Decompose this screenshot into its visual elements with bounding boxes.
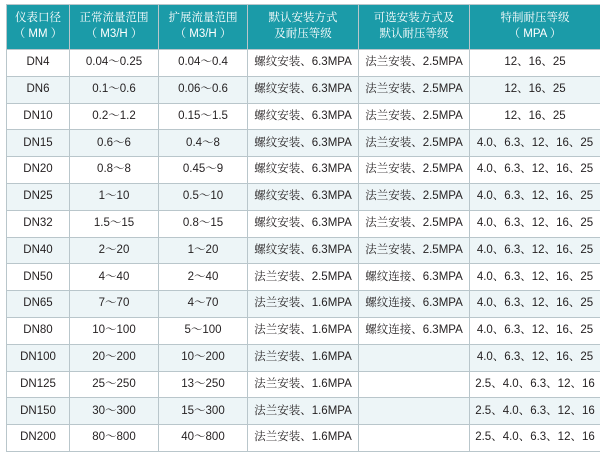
column-header-extended-flow-range — [159, 5, 248, 50]
cell-special-pressure-rating: 12、16、25 — [470, 76, 600, 103]
cell-special-pressure-rating: 2.5、4.0、6.3、12、16 — [470, 425, 600, 452]
cell-default-installation: 法兰安装、2.5MPA — [248, 264, 359, 291]
table-row — [7, 398, 600, 425]
cell-default-installation: 法兰安装、1.6MPA — [248, 425, 359, 452]
cell-optional-installation: 螺纹连接、6.3MPA — [359, 264, 470, 291]
cell-normal-flow-range: 30～300 — [70, 398, 159, 425]
table-row — [7, 76, 600, 103]
table-row — [7, 344, 600, 371]
column-header-optional-installation-line1: 可选安装方式及 — [359, 11, 469, 27]
cell-optional-installation: 法兰安装、2.5MPA — [359, 237, 470, 264]
table-header-row — [7, 5, 600, 50]
cell-normal-flow-range: 0.6～6 — [70, 130, 159, 157]
column-header-normal-flow-range-line1: 正常流量范围 — [70, 11, 158, 27]
cell-diameter: DN65 — [7, 291, 70, 318]
cell-normal-flow-range: 0.1～0.6 — [70, 76, 159, 103]
table-body — [7, 50, 600, 452]
cell-normal-flow-range: 10～100 — [70, 317, 159, 344]
table-row — [7, 264, 600, 291]
table-row — [7, 183, 600, 210]
cell-normal-flow-range: 0.8～8 — [70, 157, 159, 184]
cell-diameter: DN25 — [7, 183, 70, 210]
table-row — [7, 103, 600, 130]
table-row — [7, 130, 600, 157]
table-row — [7, 237, 600, 264]
cell-special-pressure-rating: 4.0、6.3、12、16、25 — [470, 291, 600, 318]
cell-diameter: DN4 — [7, 50, 70, 77]
table-row — [7, 157, 600, 184]
column-header-normal-flow-range-line2: （ M3/H ） — [70, 27, 158, 43]
cell-optional-installation: 法兰安装、2.5MPA — [359, 50, 470, 77]
cell-special-pressure-rating: 4.0、6.3、12、16、25 — [470, 317, 600, 344]
cell-optional-installation: 螺纹连接、6.3MPA — [359, 291, 470, 318]
cell-special-pressure-rating: 4.0、6.3、12、16、25 — [470, 157, 600, 184]
column-header-default-installation-line1: 默认安装方式 — [248, 11, 358, 27]
table-header — [7, 5, 600, 50]
column-header-extended-flow-range-line1: 扩展流量范围 — [159, 11, 247, 27]
cell-extended-flow-range: 0.06～0.6 — [159, 76, 248, 103]
cell-special-pressure-rating: 4.0、6.3、12、16、25 — [470, 237, 600, 264]
cell-default-installation: 法兰安装、1.6MPA — [248, 291, 359, 318]
cell-default-installation: 法兰安装、1.6MPA — [248, 344, 359, 371]
cell-extended-flow-range: 10～200 — [159, 344, 248, 371]
column-header-diameter — [7, 5, 70, 50]
cell-special-pressure-rating: 2.5、4.0、6.3、12、16 — [470, 371, 600, 398]
column-header-default-installation-line2: 及耐压等级 — [248, 27, 358, 43]
cell-extended-flow-range: 1～20 — [159, 237, 248, 264]
cell-extended-flow-range: 0.04～0.4 — [159, 50, 248, 77]
cell-extended-flow-range: 0.4～8 — [159, 130, 248, 157]
cell-normal-flow-range: 0.2～1.2 — [70, 103, 159, 130]
cell-extended-flow-range: 15～300 — [159, 398, 248, 425]
cell-extended-flow-range: 0.45～9 — [159, 157, 248, 184]
table-row — [7, 210, 600, 237]
cell-default-installation: 螺纹安装、6.3MPA — [248, 76, 359, 103]
cell-normal-flow-range: 2～20 — [70, 237, 159, 264]
cell-diameter: DN15 — [7, 130, 70, 157]
cell-special-pressure-rating: 4.0、6.3、12、16、25 — [470, 183, 600, 210]
cell-diameter: DN40 — [7, 237, 70, 264]
cell-default-installation: 法兰安装、1.6MPA — [248, 371, 359, 398]
cell-default-installation: 螺纹安装、6.3MPA — [248, 210, 359, 237]
cell-diameter: DN50 — [7, 264, 70, 291]
cell-normal-flow-range: 1～10 — [70, 183, 159, 210]
cell-optional-installation: 法兰安装、2.5MPA — [359, 103, 470, 130]
cell-special-pressure-rating: 2.5、4.0、6.3、12、16 — [470, 398, 600, 425]
cell-optional-installation: 法兰安装、2.5MPA — [359, 130, 470, 157]
cell-diameter: DN200 — [7, 425, 70, 452]
cell-default-installation: 法兰安装、1.6MPA — [248, 317, 359, 344]
table-row — [7, 50, 600, 77]
cell-default-installation: 螺纹安装、6.3MPA — [248, 183, 359, 210]
cell-optional-installation: 法兰安装、2.5MPA — [359, 183, 470, 210]
column-header-extended-flow-range-line2: （ M3/H ） — [159, 27, 247, 43]
cell-optional-installation — [359, 425, 470, 452]
table-row — [7, 317, 600, 344]
cell-extended-flow-range: 0.5～10 — [159, 183, 248, 210]
cell-optional-installation: 法兰安装、2.5MPA — [359, 76, 470, 103]
cell-default-installation: 螺纹安装、6.3MPA — [248, 103, 359, 130]
column-header-default-installation — [248, 5, 359, 50]
cell-diameter: DN150 — [7, 398, 70, 425]
column-header-special-pressure-rating-line2: （ MPA ） — [470, 27, 600, 43]
column-header-normal-flow-range — [70, 5, 159, 50]
cell-default-installation: 螺纹安装、6.3MPA — [248, 50, 359, 77]
cell-extended-flow-range: 2～40 — [159, 264, 248, 291]
cell-normal-flow-range: 25～250 — [70, 371, 159, 398]
cell-diameter: DN32 — [7, 210, 70, 237]
column-header-optional-installation — [359, 5, 470, 50]
cell-normal-flow-range: 7～70 — [70, 291, 159, 318]
cell-diameter: DN80 — [7, 317, 70, 344]
cell-optional-installation: 法兰安装、2.5MPA — [359, 210, 470, 237]
cell-special-pressure-rating: 12、16、25 — [470, 50, 600, 77]
column-header-diameter-line2: （ MM ） — [7, 27, 69, 43]
cell-normal-flow-range: 80～800 — [70, 425, 159, 452]
cell-extended-flow-range: 0.8～15 — [159, 210, 248, 237]
cell-optional-installation — [359, 398, 470, 425]
cell-extended-flow-range: 0.15～1.5 — [159, 103, 248, 130]
cell-diameter: DN10 — [7, 103, 70, 130]
table-row — [7, 291, 600, 318]
cell-optional-installation — [359, 371, 470, 398]
cell-diameter: DN6 — [7, 76, 70, 103]
cell-extended-flow-range: 4～70 — [159, 291, 248, 318]
table-row — [7, 425, 600, 452]
cell-normal-flow-range: 20～200 — [70, 344, 159, 371]
cell-extended-flow-range: 40～800 — [159, 425, 248, 452]
table-row — [7, 371, 600, 398]
cell-optional-installation: 法兰安装、2.5MPA — [359, 157, 470, 184]
cell-special-pressure-rating: 4.0、6.3、12、16、25 — [470, 130, 600, 157]
flowmeter-specification-table — [6, 4, 600, 452]
cell-optional-installation: 螺纹连接、6.3MPA — [359, 317, 470, 344]
cell-special-pressure-rating: 4.0、6.3、12、16、25 — [470, 264, 600, 291]
column-header-optional-installation-line2: 默认耐压等级 — [359, 27, 469, 43]
cell-diameter: DN125 — [7, 371, 70, 398]
column-header-diameter-line1: 仪表口径 — [7, 11, 69, 27]
cell-extended-flow-range: 13～250 — [159, 371, 248, 398]
column-header-special-pressure-rating-line1: 特制耐压等级 — [470, 11, 600, 27]
cell-default-installation: 螺纹安装、6.3MPA — [248, 130, 359, 157]
cell-optional-installation — [359, 344, 470, 371]
cell-diameter: DN100 — [7, 344, 70, 371]
cell-default-installation: 螺纹安装、6.3MPA — [248, 157, 359, 184]
cell-normal-flow-range: 1.5～15 — [70, 210, 159, 237]
cell-default-installation: 螺纹安装、6.3MPA — [248, 237, 359, 264]
cell-special-pressure-rating: 4.0、6.3、12、16、25 — [470, 210, 600, 237]
cell-special-pressure-rating: 4.0、6.3、12、16、25 — [470, 344, 600, 371]
cell-extended-flow-range: 5～100 — [159, 317, 248, 344]
cell-special-pressure-rating: 12、16、25 — [470, 103, 600, 130]
cell-normal-flow-range: 0.04～0.25 — [70, 50, 159, 77]
cell-diameter: DN20 — [7, 157, 70, 184]
cell-default-installation: 法兰安装、1.6MPA — [248, 398, 359, 425]
column-header-special-pressure-rating — [470, 5, 600, 50]
cell-normal-flow-range: 4～40 — [70, 264, 159, 291]
